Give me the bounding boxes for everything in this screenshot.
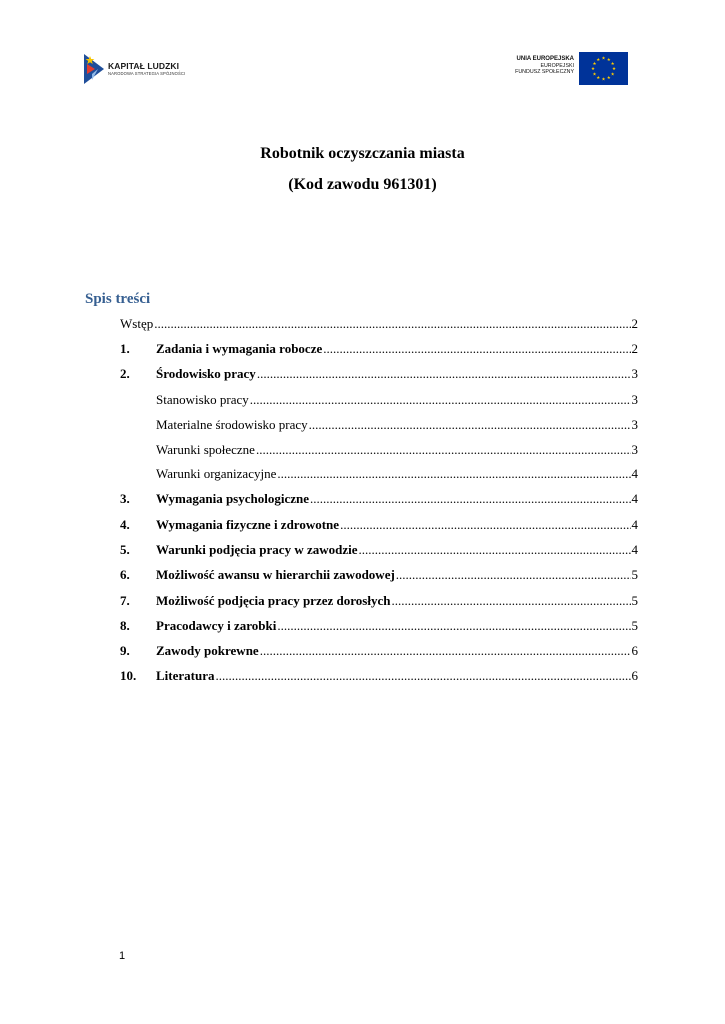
toc-entry-number: 6. (120, 567, 130, 582)
eu-star-icon: ★ (606, 75, 611, 81)
toc-entry-page: 3 (631, 442, 638, 457)
toc-entry-page: 5 (631, 618, 638, 633)
toc-entry-number: 2. (120, 366, 130, 381)
toc-entry-label: Wymagania psychologiczne (156, 491, 309, 506)
toc-entry-1[interactable] (120, 341, 638, 361)
toc-entry-7[interactable] (120, 593, 638, 613)
toc-entry-organizacyjne[interactable] (156, 466, 638, 486)
toc-entry-label: Zadania i wymagania robocze (156, 341, 323, 356)
toc-leader (257, 366, 631, 382)
toc-entry-label: Pracodawcy i zarobki (156, 618, 277, 633)
toc-entry-label: Literatura (156, 668, 215, 683)
document-title: Robotnik oczyszczania miasta (260, 145, 465, 162)
eu-star-icon: ★ (592, 71, 597, 77)
toc-entry-number: 7. (120, 593, 130, 608)
toc-entry-page: 2 (631, 341, 638, 356)
toc-entry-3[interactable] (120, 491, 638, 511)
toc-entry-page: 5 (631, 567, 638, 582)
toc-entry-2[interactable] (120, 366, 638, 386)
toc-leader (310, 491, 631, 507)
toc-entry-wstep[interactable] (120, 316, 638, 336)
eu-star-icon: ★ (591, 66, 595, 72)
toc-leader (340, 517, 630, 533)
document-subtitle: (Kod zawodu 961301) (288, 176, 437, 193)
toc-leader (396, 567, 631, 583)
page-number: 1 (119, 950, 126, 962)
eu-star-icon: ★ (610, 71, 615, 77)
toc-entry-label: Materialne środowisko pracy (156, 417, 308, 432)
toc-leader (154, 316, 630, 332)
eu-logo-line2: EUROPEJSKI (540, 62, 574, 69)
toc-entry-number: 1. (120, 341, 130, 356)
toc-leader (309, 417, 631, 433)
toc-entry-label: Warunki społeczne (156, 442, 255, 457)
eu-star-icon: ★ (601, 55, 606, 61)
kapital-ludzki-logo (84, 50, 224, 88)
toc-entry-spoleczne[interactable] (156, 442, 638, 462)
toc-entry-8[interactable] (120, 618, 638, 638)
toc-entry-page: 3 (631, 366, 638, 381)
eu-star-icon: ★ (612, 66, 616, 72)
toc-leader (260, 643, 631, 659)
toc-entry-9[interactable] (120, 643, 638, 663)
toc-entry-label: Warunki podjęcia pracy w zawodzie (156, 542, 358, 557)
toc-entry-6[interactable] (120, 567, 638, 587)
toc-leader (250, 392, 631, 408)
toc-entry-page: 2 (631, 316, 638, 331)
toc-entry-label: Zawody pokrewne (156, 643, 259, 658)
toc-entry-number: 3. (120, 491, 130, 506)
toc-entry-page: 4 (631, 517, 638, 532)
eu-star-icon: ★ (610, 60, 615, 66)
toc-entry-page: 4 (631, 542, 638, 557)
toc-entry-label: Środowisko pracy (156, 366, 256, 381)
toc-entry-page: 6 (631, 668, 638, 683)
toc-entry-page: 5 (631, 593, 638, 608)
toc-leader (215, 668, 630, 684)
toc-entry-number: 10. (120, 668, 137, 683)
toc-leader (256, 442, 631, 458)
toc-entry-4[interactable] (120, 517, 638, 537)
eu-star-icon: ★ (606, 57, 611, 63)
toc-entry-10[interactable] (120, 668, 638, 688)
toc-leader (277, 618, 630, 634)
eu-star-icon: ★ (601, 76, 606, 82)
eu-flag-icon (579, 52, 628, 85)
toc-entry-label: Możliwość podjęcia pracy przez dorosłych (156, 593, 391, 608)
toc-leader (359, 542, 631, 558)
toc-entry-label: Wstęp (120, 316, 154, 331)
eu-logo-line3: FUNDUSZ SPOŁECZNY (515, 68, 574, 75)
toc-entry-number: 5. (120, 542, 130, 557)
eu-star-icon: ★ (596, 57, 601, 63)
toc-entry-page: 3 (631, 417, 638, 432)
toc-entry-label: Warunki organizacyjne (156, 466, 277, 481)
toc-leader (323, 341, 630, 357)
toc-entry-number: 9. (120, 643, 130, 658)
toc-heading: Spis treści (85, 291, 151, 307)
left-logo-title: KAPITAŁ LUDZKI (108, 60, 180, 71)
toc-leader (391, 593, 630, 609)
toc-entry-stanowisko[interactable] (156, 392, 638, 412)
toc-entry-materialne[interactable] (156, 417, 638, 437)
eu-star-icon: ★ (596, 75, 601, 81)
left-logo-subtitle: NARODOWA STRATEGIA SPÓJNOŚCI (108, 71, 186, 77)
eu-star-icon: ★ (592, 60, 597, 66)
toc-leader (277, 466, 630, 482)
toc-entry-label: Stanowisko pracy (156, 392, 249, 407)
toc-entry-5[interactable] (120, 542, 638, 562)
toc-entry-page: 3 (631, 392, 638, 407)
eu-logo-line1: UNIA EUROPEJSKA (516, 56, 574, 62)
toc-entry-page: 6 (631, 643, 638, 658)
eu-logo (504, 52, 628, 86)
toc-entry-number: 4. (120, 517, 130, 532)
toc-entry-page: 4 (631, 466, 638, 481)
toc-entry-page: 4 (631, 491, 638, 506)
toc-entry-label: Wymagania fizyczne i zdrowotne (156, 517, 340, 532)
toc-entry-label: Możliwość awansu w hierarchii zawodowej (156, 567, 395, 582)
kapital-ludzki-icon (84, 52, 104, 86)
toc-entry-number: 8. (120, 618, 130, 633)
